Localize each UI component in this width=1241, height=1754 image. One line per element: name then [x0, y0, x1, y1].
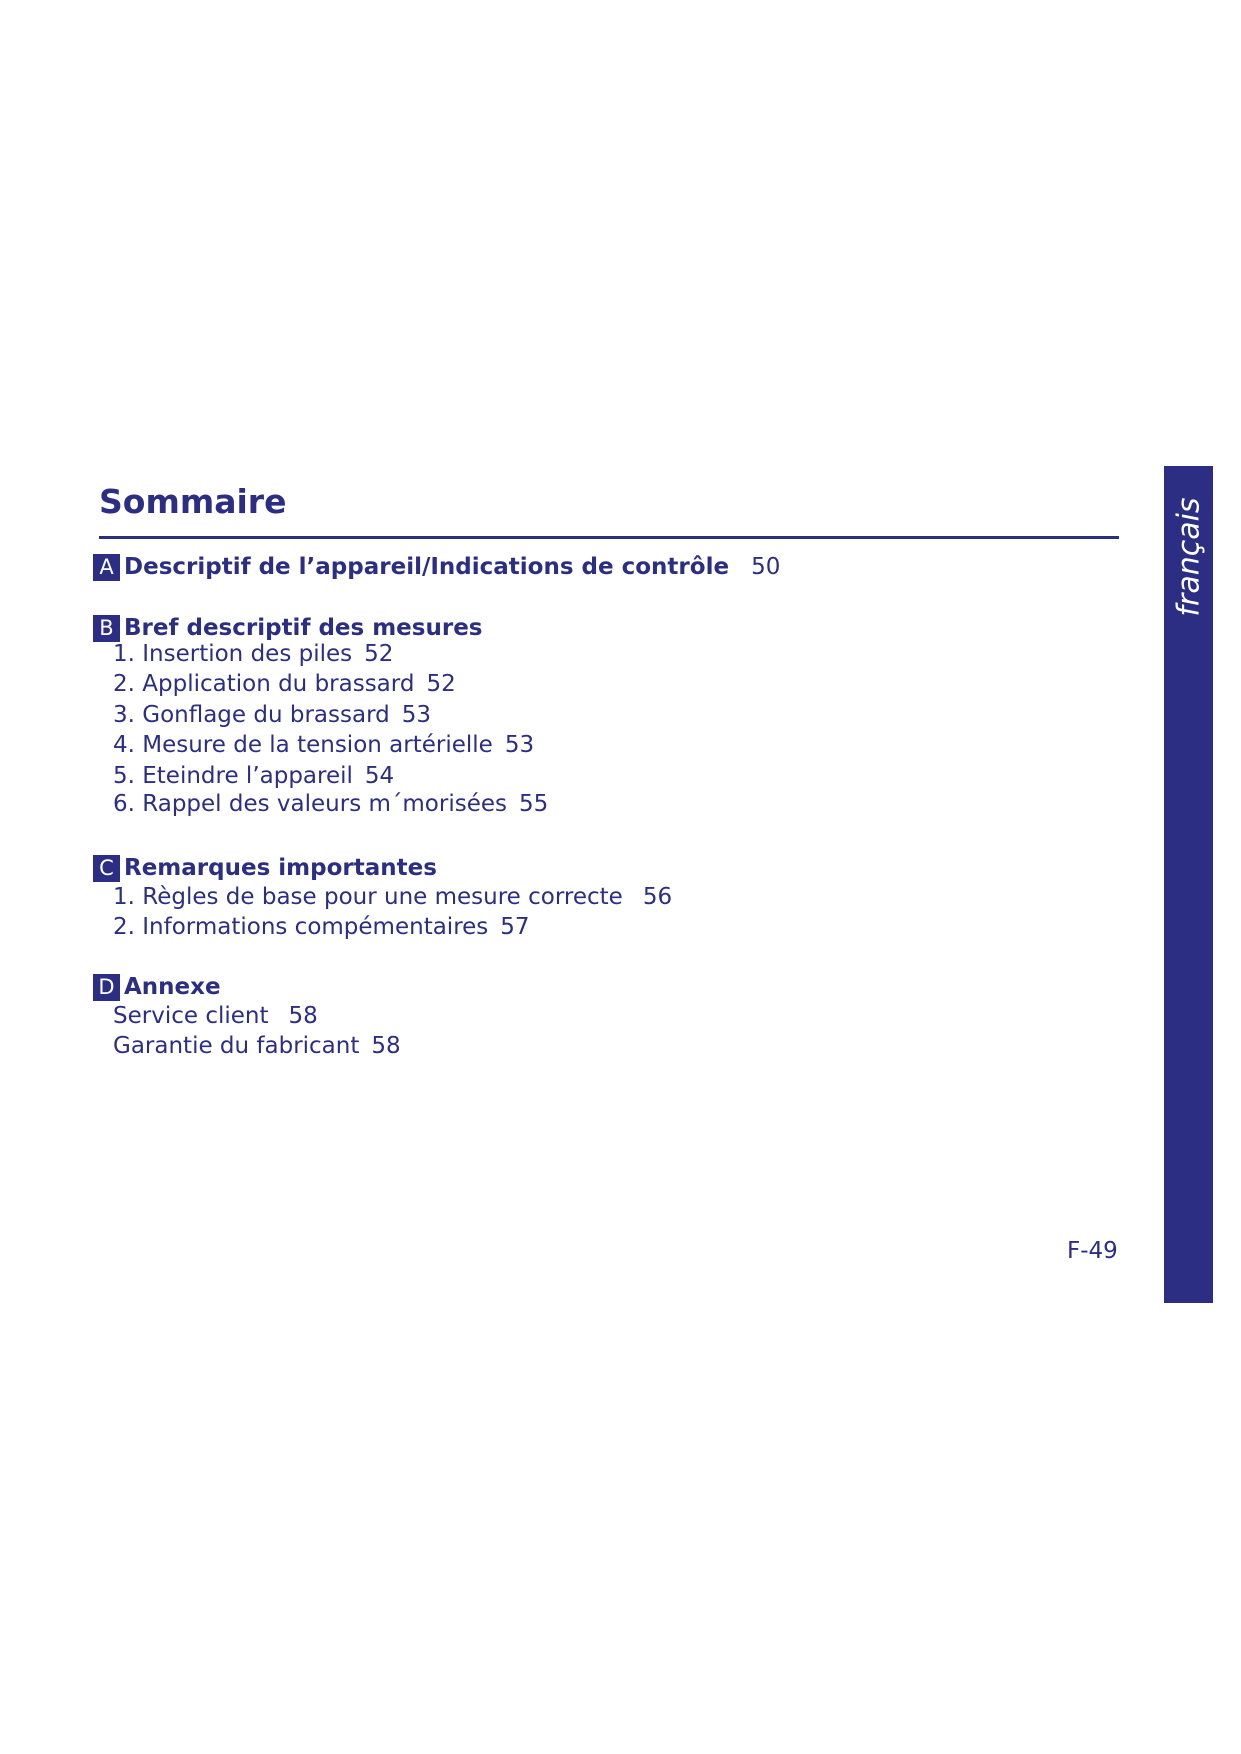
toc-entry-label: Service client — [113, 1003, 269, 1029]
toc-entry[interactable] — [113, 732, 534, 758]
section-a-title: Descriptif de l’appareil/Indications de contrôle — [124, 554, 730, 580]
section-d-heading[interactable] — [93, 973, 221, 1001]
toc-entry-label: 6. Rappel des valeurs m´morisées — [113, 791, 507, 817]
section-b-heading[interactable] — [93, 614, 482, 642]
section-c-title: Remarques importantes — [124, 855, 437, 881]
section-b-title: Bref descriptif des mesures — [124, 615, 483, 641]
toc-entry[interactable] — [113, 791, 548, 817]
toc-entry[interactable] — [113, 914, 530, 940]
toc-entry[interactable] — [113, 1033, 401, 1059]
toc-entry-label: 3. Gonflage du brassard — [113, 702, 390, 728]
toc-entry-label: 4. Mesure de la tension artérielle — [113, 732, 493, 758]
section-d-title: Annexe — [124, 974, 221, 1000]
toc-entry[interactable] — [113, 671, 456, 697]
section-a-heading[interactable] — [93, 553, 780, 581]
toc-entry-page: 54 — [364, 763, 395, 789]
section-c-heading[interactable] — [93, 854, 437, 882]
section-a-badge: A — [93, 554, 120, 581]
toc-entry[interactable] — [113, 1003, 318, 1029]
toc-entry-label: Garantie du fabricant — [113, 1033, 360, 1059]
toc-entry[interactable] — [113, 702, 431, 728]
toc-entry[interactable] — [113, 884, 672, 910]
heading-rule — [99, 536, 1119, 539]
toc-entry-label: 2. Informations compémentaires — [113, 914, 489, 940]
toc-entry-page: 53 — [401, 702, 431, 728]
toc-entry-label: 1. Insertion des piles — [113, 641, 353, 667]
section-b-badge: B — [93, 615, 120, 642]
page-heading: Sommaire — [99, 482, 287, 521]
section-c-badge: C — [93, 855, 120, 882]
toc-entry[interactable] — [113, 641, 393, 667]
toc-entry-page: 58 — [288, 1003, 318, 1029]
toc-entry-page: 55 — [519, 791, 549, 817]
toc-entry-page: 56 — [642, 884, 673, 910]
toc-entry-page: 58 — [371, 1033, 401, 1059]
toc-entry-page: 52 — [364, 641, 394, 667]
toc-entry[interactable] — [113, 763, 394, 789]
toc-entry-label: 5. Eteindre l’appareil — [113, 763, 353, 789]
page-number: F-49 — [1067, 1238, 1118, 1264]
toc-entry-page: 57 — [500, 914, 530, 940]
language-side-label-text: français — [1171, 497, 1206, 617]
section-a-page: 50 — [751, 554, 781, 580]
toc-entry-page: 52 — [426, 671, 456, 697]
toc-entry-label: 1. Règles de base pour une mesure correcte — [113, 884, 623, 910]
toc-entry-label: 2. Application du brassard — [113, 671, 415, 697]
section-d-badge: D — [93, 974, 120, 1001]
language-side-label — [1164, 492, 1213, 622]
toc-entry-page: 53 — [504, 732, 535, 758]
